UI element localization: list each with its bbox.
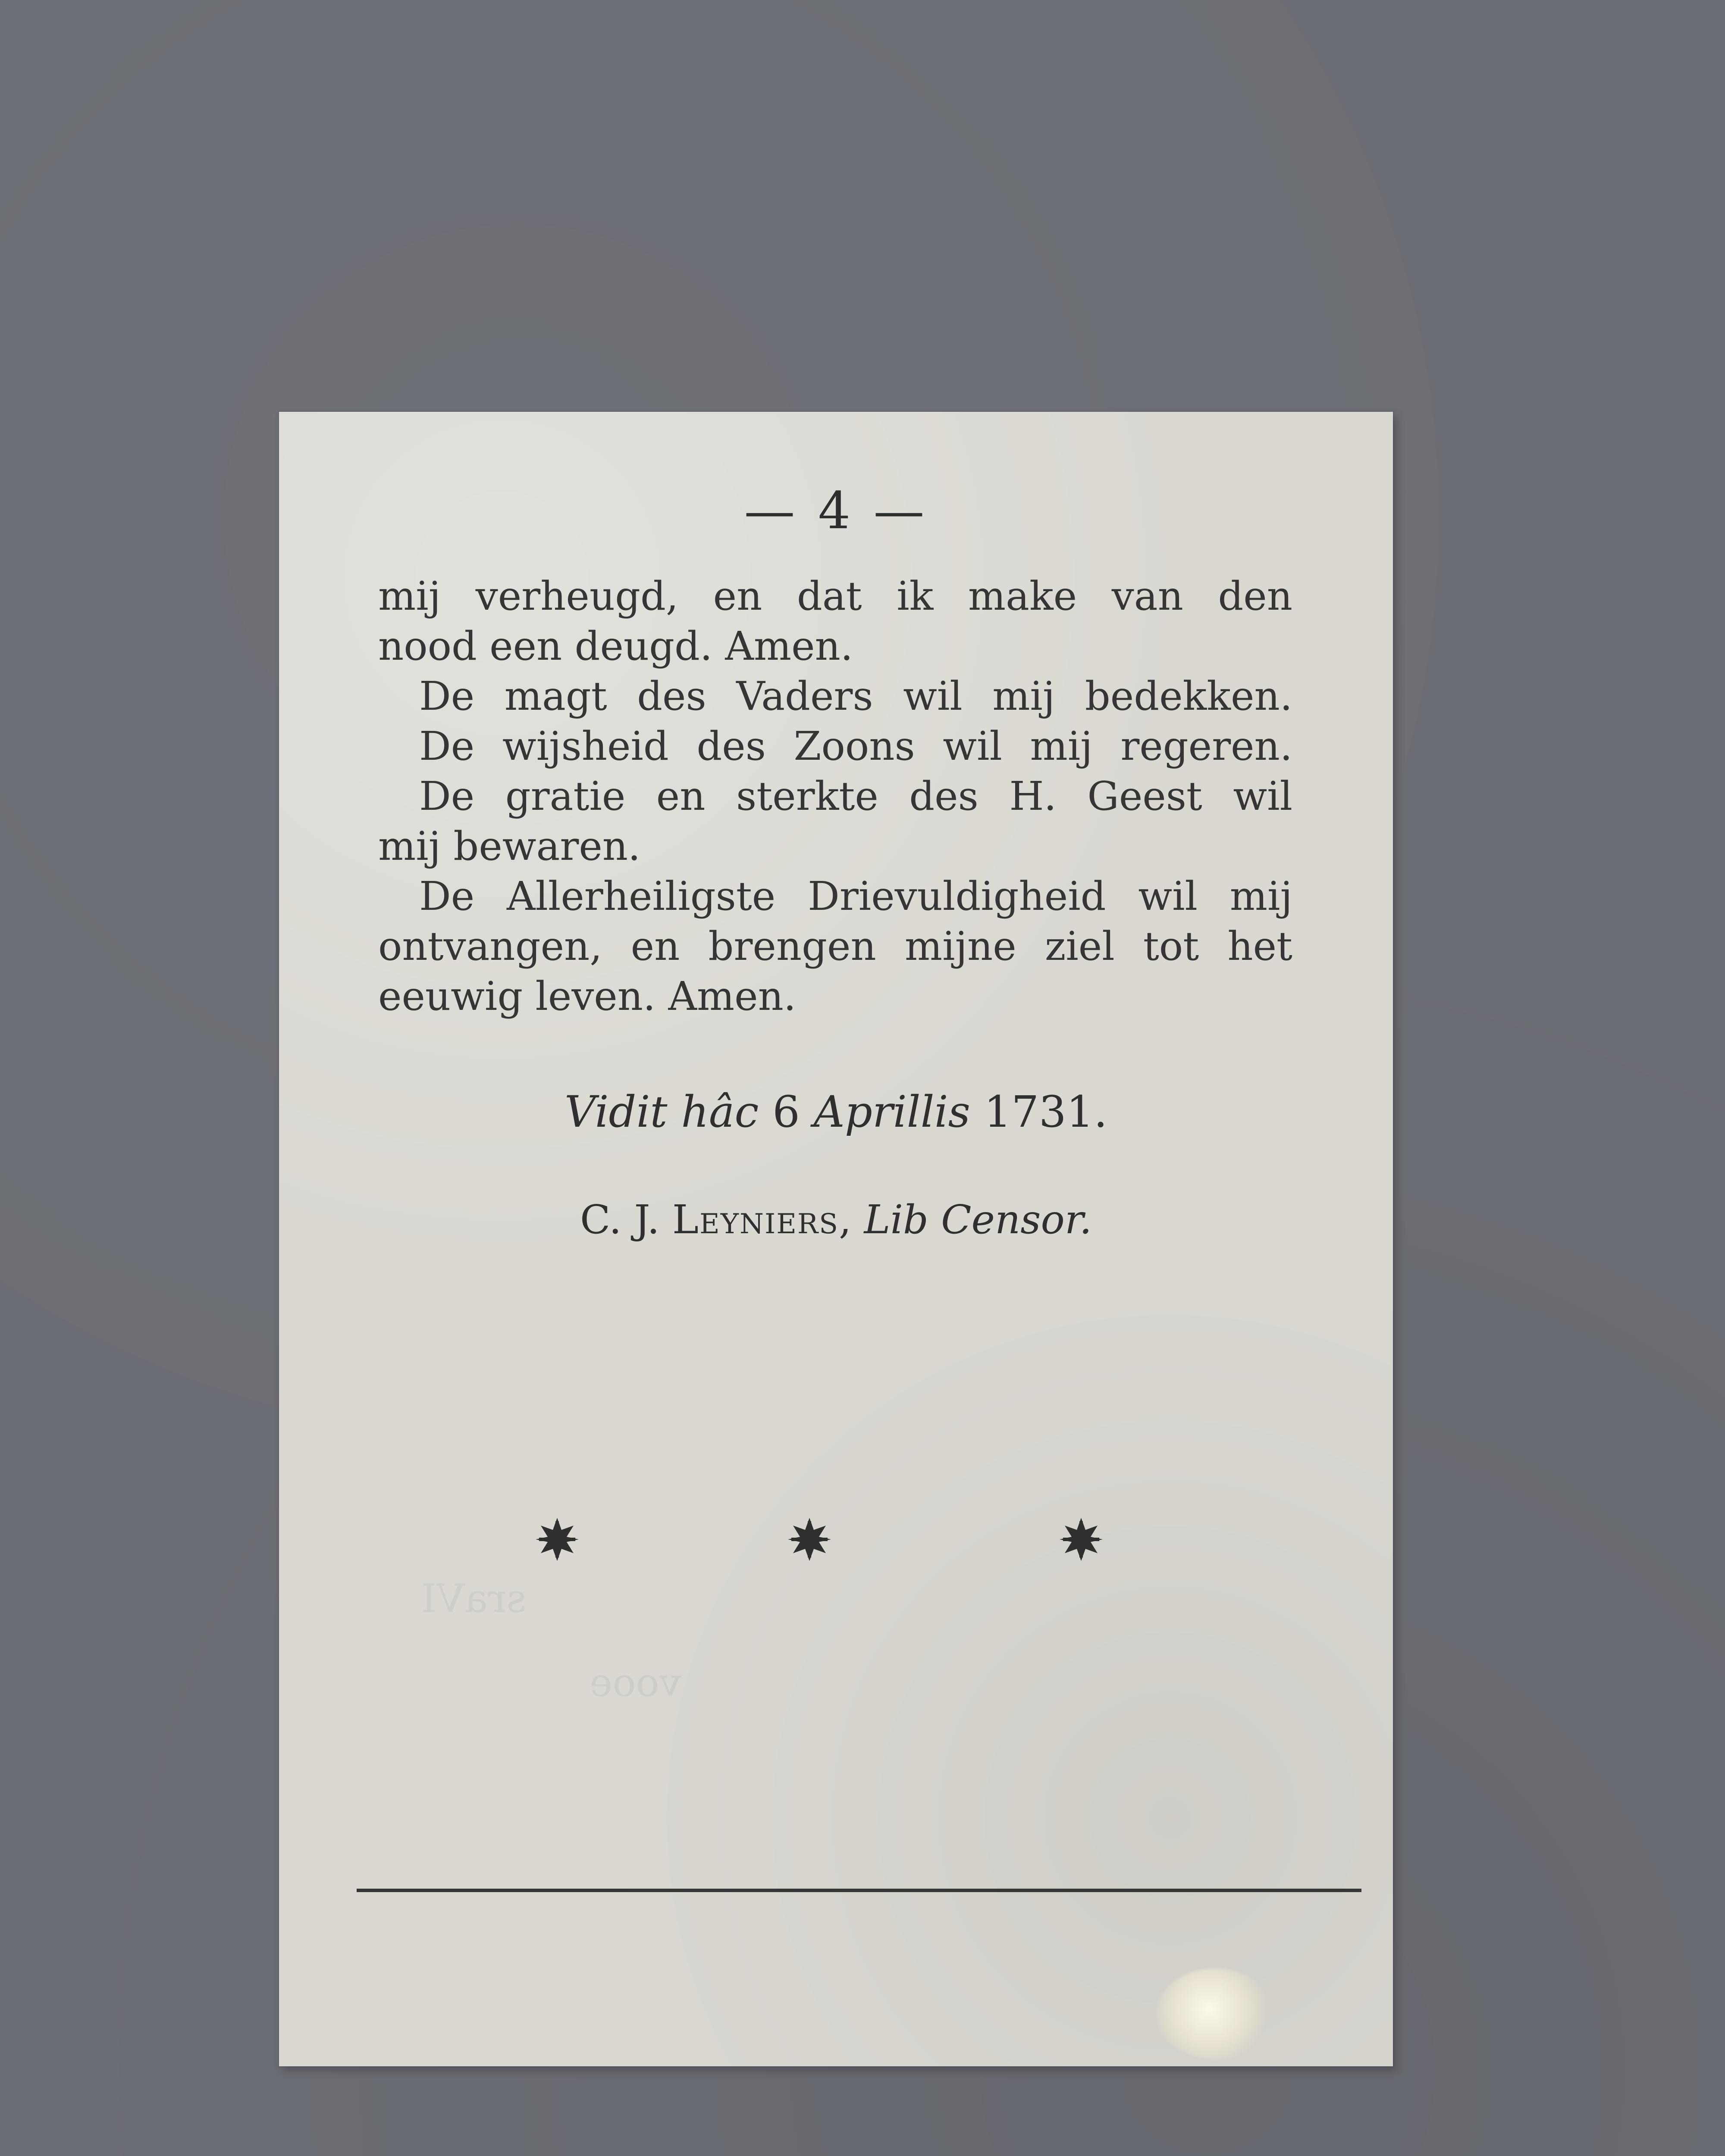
censor-line (279, 1197, 1393, 1243)
prayer-line: eeuwig leven. Amen. (378, 973, 797, 1019)
imprimatur (279, 1087, 1393, 1137)
bottom-rule (357, 1889, 1361, 1892)
show-through-text: sraVI (421, 1576, 527, 1621)
paper-stain (1157, 1968, 1273, 2059)
document-page (279, 412, 1393, 2066)
cross-ornament-icon (784, 1514, 835, 1565)
prayer-line: De Allerheiligste Drievuldigheid wil mij (419, 873, 1292, 919)
page-number: — 4 — (744, 481, 928, 540)
cross-ornament-icon (1055, 1514, 1107, 1565)
prayer-line: nood een deugd. Amen. (378, 623, 853, 669)
imprimatur-day: 6 (772, 1087, 800, 1137)
prayer-line: ontvangen, en brengen mijne ziel tot het (378, 923, 1292, 969)
show-through-text: vooe (590, 1660, 681, 1705)
cross-ornaments (279, 1514, 1393, 1574)
censor-name: Leyniers (672, 1197, 839, 1243)
prayer-line: De wijsheid des Zoons wil mij regeren. (419, 723, 1292, 769)
imprimatur-year: 1731. (984, 1087, 1108, 1137)
prayer-line: De gratie en sterkte des H. Geest wil (419, 773, 1292, 819)
prayer-text (378, 571, 1292, 1022)
imprimatur-month: Aprillis (813, 1087, 970, 1137)
censor-title: Lib Censor. (864, 1197, 1092, 1243)
prayer-line: mij bewaren. (378, 823, 641, 869)
censor-initials: C. J. (580, 1197, 660, 1243)
censor-comma: , (838, 1197, 864, 1243)
imprimatur-vidit: Vidit hâc (564, 1087, 759, 1137)
prayer-line: De magt des Vaders wil mij bedekken. (419, 673, 1292, 719)
prayer-line: mij verheugd, en dat ik make van den (378, 573, 1292, 619)
cross-ornament-icon (531, 1514, 583, 1565)
